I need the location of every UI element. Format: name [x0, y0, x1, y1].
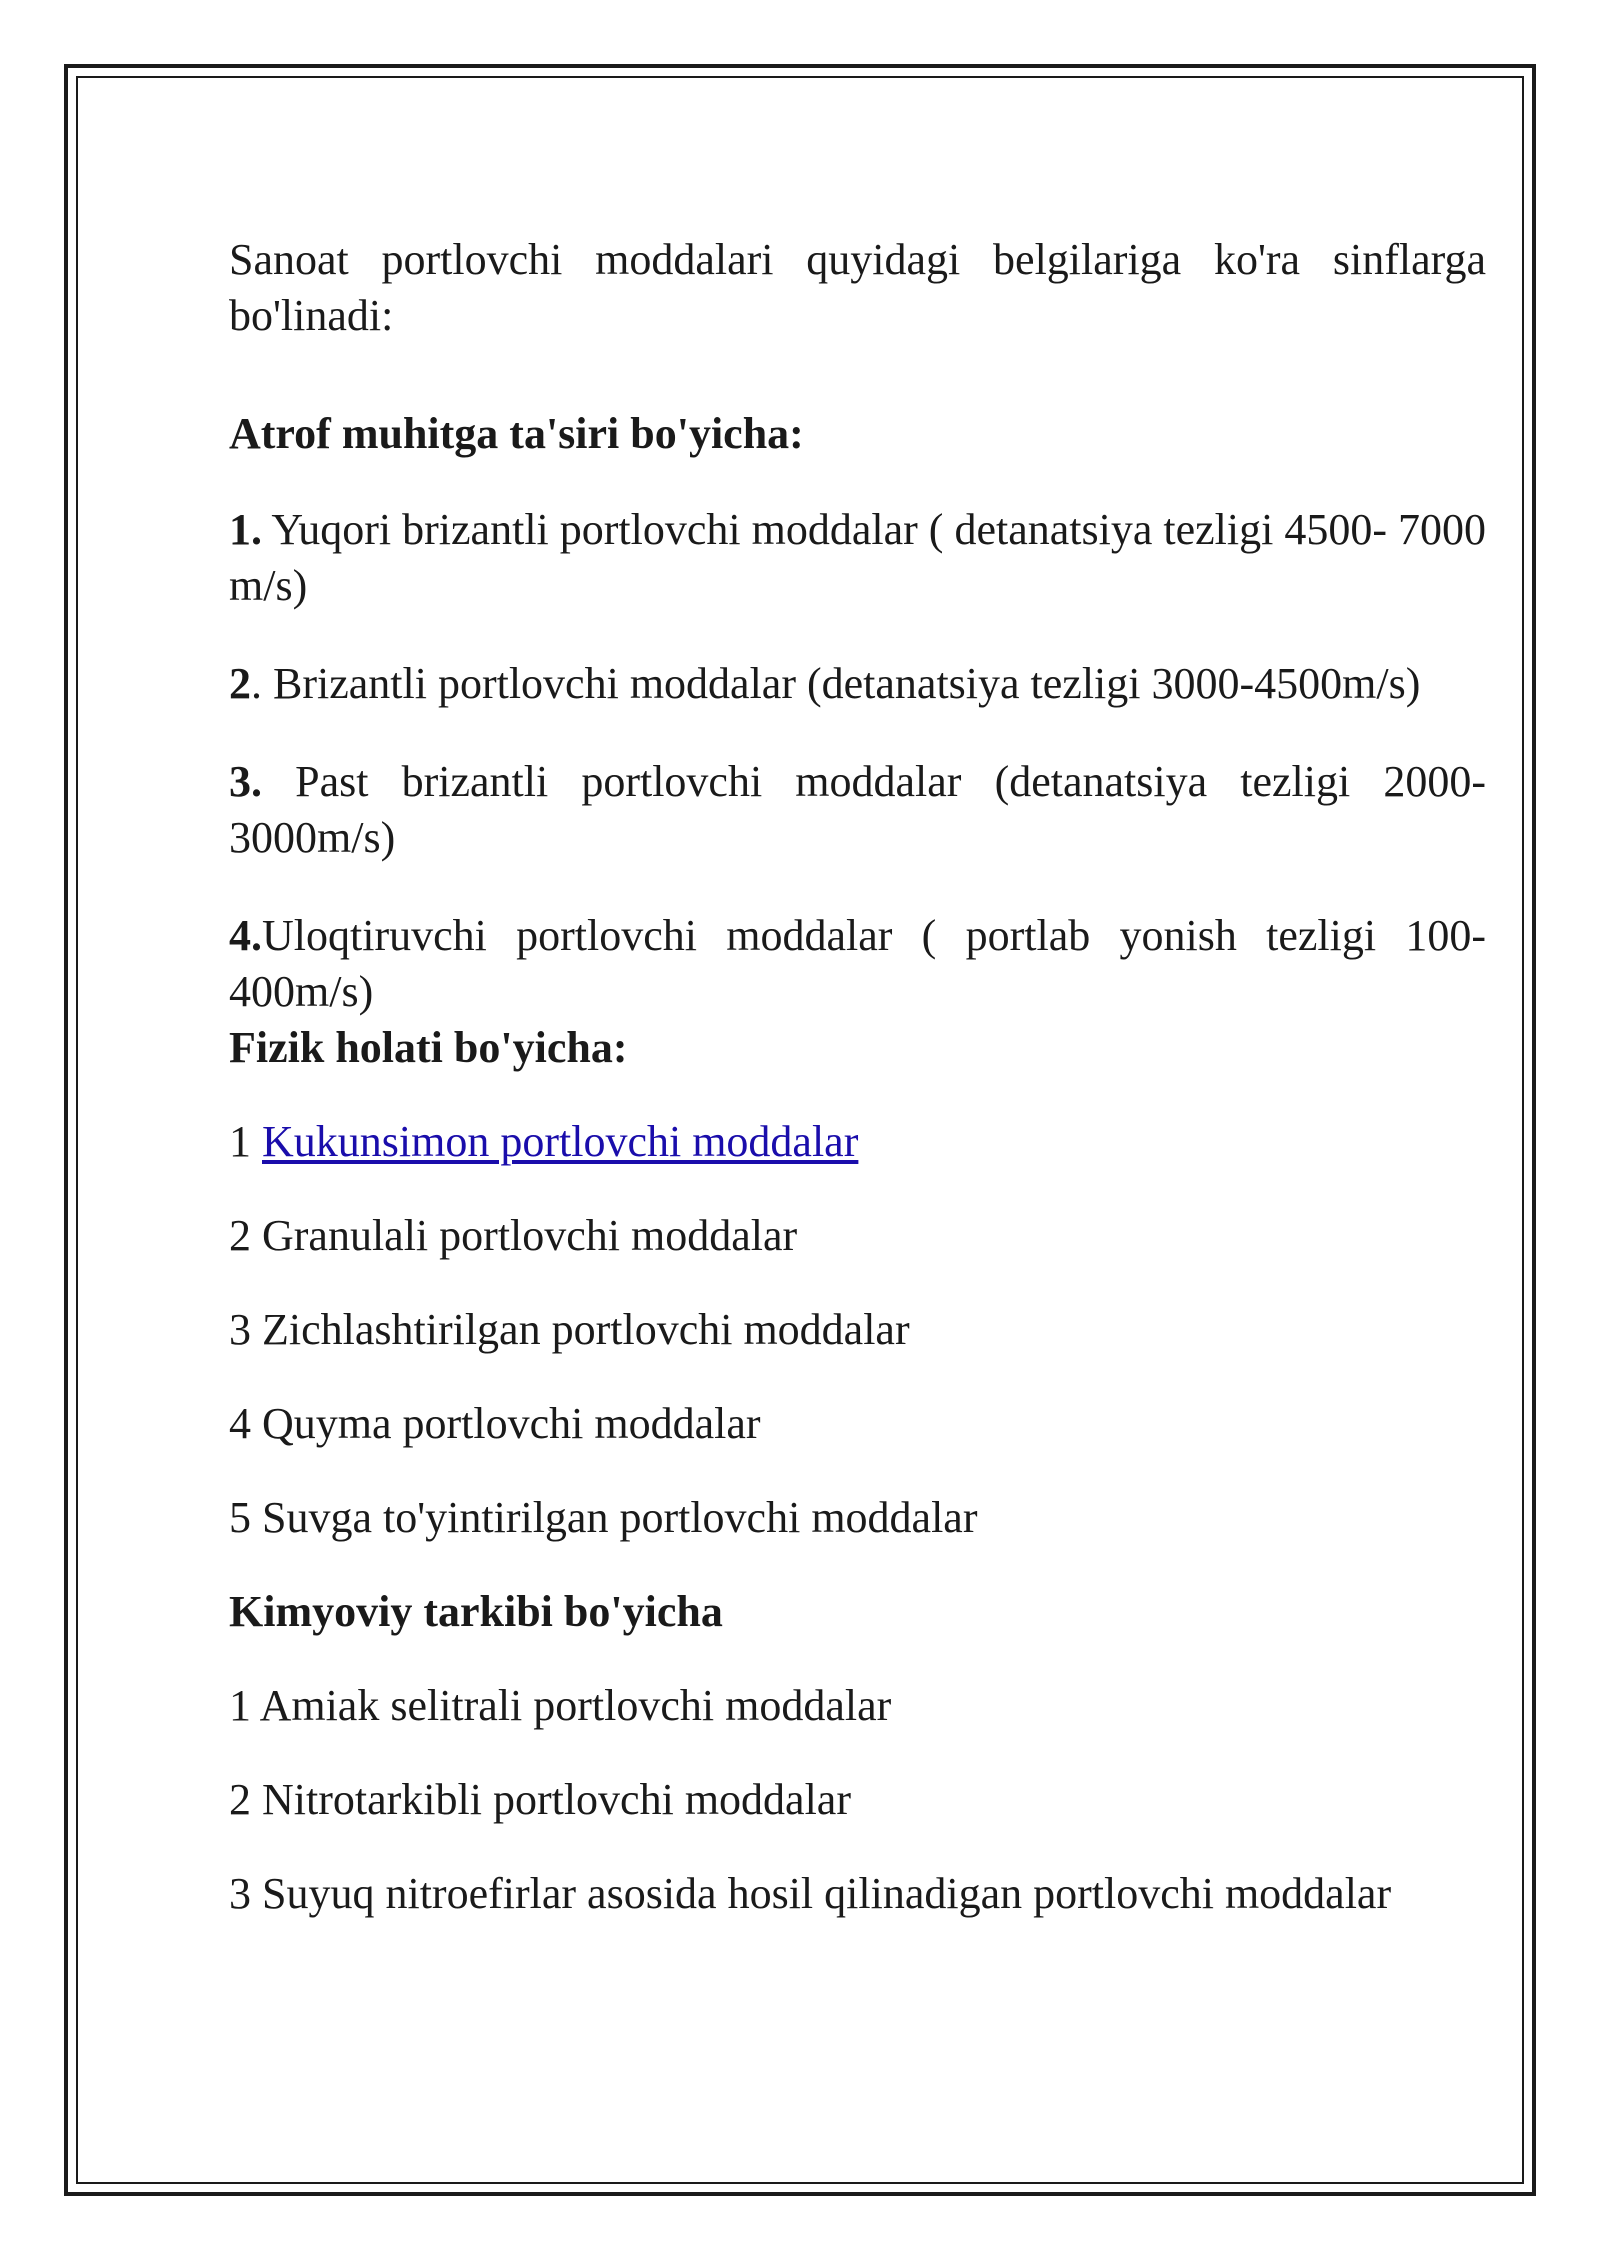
list-item: 2 Nitrotarkibli portlovchi moddalar: [229, 1775, 851, 1824]
item-number: 1: [229, 1117, 262, 1166]
item-number: 2: [229, 659, 251, 708]
list-item: 1 Amiak selitrali portlovchi moddalar: [229, 1681, 892, 1730]
item-number: 4.: [229, 911, 262, 960]
section-heading-environment: Atrof muhitga ta'siri bo'yicha:: [229, 409, 804, 458]
intro-paragraph: Sanoat portlovchi moddalari quyidagi belgilariga ko'ra sinflarga bo'linadi:: [229, 235, 1486, 340]
list-item: 3 Zichlashtirilgan portlovchi moddalar: [229, 1305, 910, 1354]
list-item: 5 Suvga to'yintirilgan portlovchi moddalar: [229, 1493, 978, 1542]
item-text: Past brizantli portlovchi moddalar (detanatsiya tezligi 2000-3000m/s): [229, 757, 1486, 862]
section-heading-physical-state: Fizik holati bo'yicha:: [229, 1023, 628, 1072]
item-text: . Brizantli portlovchi moddalar (detanatsiya tezligi 3000-4500m/s): [251, 659, 1421, 708]
list-item: [229, 908, 1486, 1020]
list-item: [229, 656, 1486, 712]
section-heading-chemical-composition: Kimyoviy tarkibi bo'yicha: [229, 1587, 723, 1636]
item-text: Yuqori brizantli portlovchi moddalar ( detanatsiya tezligi 4500- 7000 m/s): [229, 505, 1486, 610]
item-text: Uloqtiruvchi portlovchi moddalar ( portlab yonish tezligi 100-400m/s): [229, 911, 1486, 1016]
item-number: 3.: [229, 757, 262, 806]
list-item: [229, 754, 1486, 866]
list-item: 3 Suyuq nitroefirlar asosida hosil qilinadigan portlovchi moddalar: [229, 1869, 1392, 1918]
list-item: 4 Quyma portlovchi moddalar: [229, 1399, 761, 1448]
list-item: 2 Granulali portlovchi moddalar: [229, 1211, 798, 1260]
list-item: [229, 502, 1486, 614]
kukunsimon-link[interactable]: Kukunsimon portlovchi moddalar: [262, 1117, 859, 1166]
list-item: [229, 1114, 1486, 1170]
document-body: [229, 232, 1486, 1922]
item-number: 1.: [229, 505, 262, 554]
